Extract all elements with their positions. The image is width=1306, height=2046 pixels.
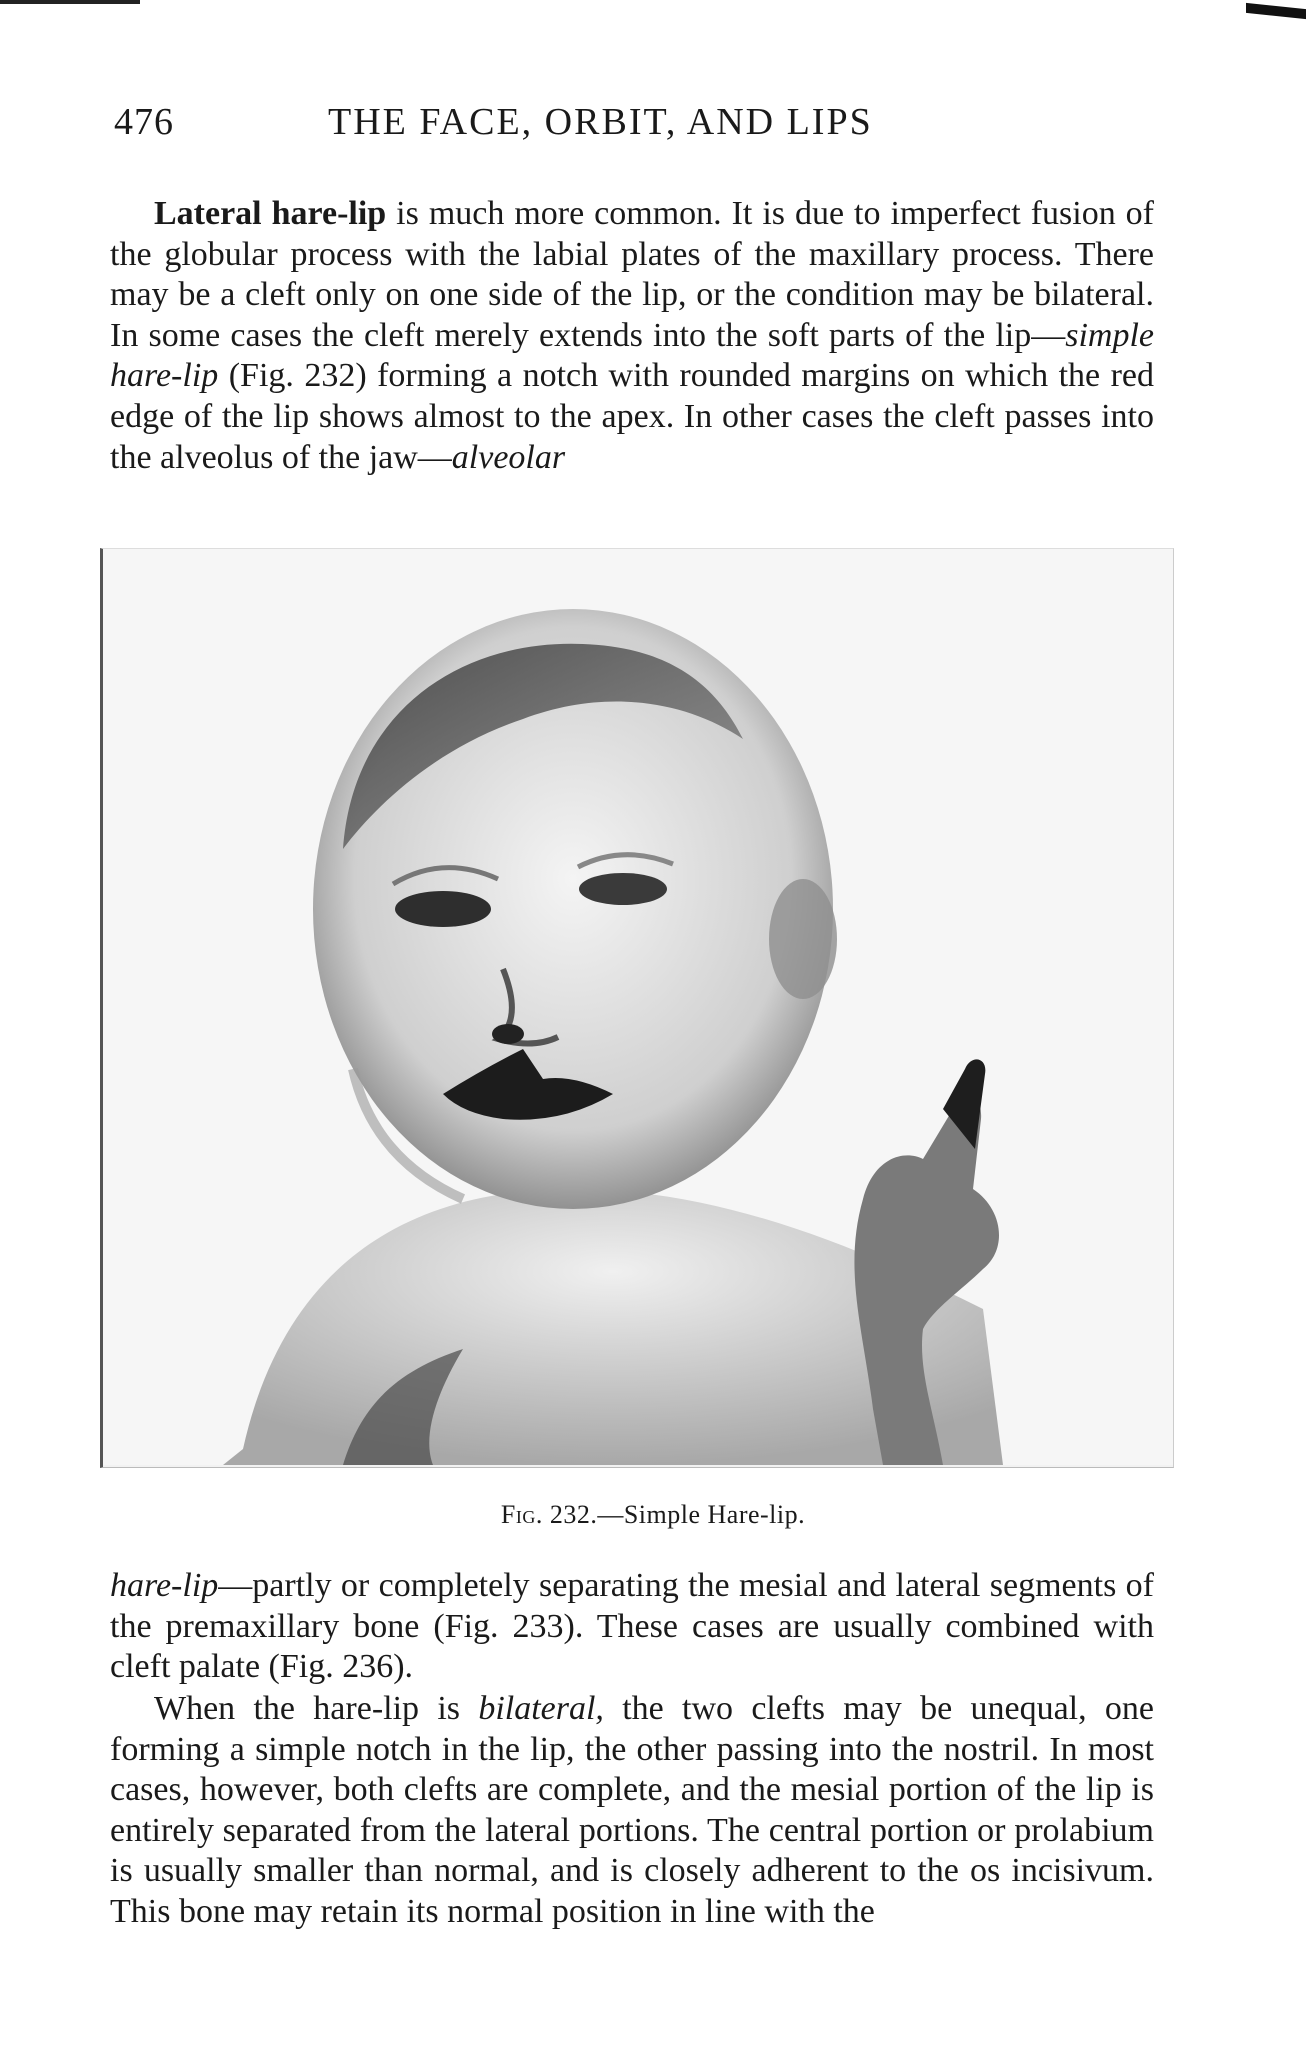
italic-term: bilateral, (478, 1690, 604, 1727)
paragraph-text: When the hare-lip is (154, 1690, 479, 1727)
paragraph-text: (Fig. 232) forming a notch with rounded margins on which the red edge of the lip shows almost to the apex. In other cases the cleft passes into the alveolus of the jaw— (110, 357, 1154, 476)
left-eye (395, 891, 491, 927)
figure-photograph (100, 548, 1174, 1468)
italic-term: alveolar (451, 438, 566, 476)
running-head: THE FACE, ORBIT, AND LIPS (328, 101, 873, 143)
caption-label: Fig. (500, 1500, 543, 1529)
paragraph-text: the two clefts may be unequal, one forming a simple notch in the lip, the other passing into the nostril. In most cases, however, both clefts are complete, and the mesial portion of the lip is entirely separated from the lateral portions. The central portion or prolabium is usually smaller than normal, and is closely adherent to the os incisivum. This bone may retain its normal position in line with the (110, 1690, 1155, 1930)
term-lateral-hare-lip: Lateral hare-lip (154, 195, 387, 232)
page-number: 476 (114, 101, 174, 143)
paragraph-bilateral (110, 1689, 1154, 1933)
page-header (114, 100, 1154, 150)
paragraph-alveolar-continuation (110, 1566, 1154, 1688)
scan-edge-mark (0, 0, 140, 4)
figure-caption (0, 1500, 1306, 1530)
paragraph-lateral-hare-lip (110, 194, 1154, 478)
scan-edge-mark (1246, 3, 1306, 19)
right-eye (579, 873, 667, 905)
paragraph-text: —partly or completely separating the mesial and lateral segments of the premaxillary bone (Fig. 233). These cases are usually combined with cleft palate (Fig. 236). (110, 1567, 1154, 1686)
caption-text: 232.—Simple Hare-lip. (542, 1500, 806, 1529)
paragraph-text: is much more common. It is due to imperfect fusion of the globular process with the labial plates of the maxillary process. There may be a cleft only on one side of the lip, or the condition may be bilateral. In some cases the cleft merely extends into the soft parts of the lip— (110, 195, 1154, 354)
italic-term: simple hare-lip (110, 316, 1154, 395)
infant-photo-illustration (103, 549, 1173, 1465)
italic-term: hare-lip (110, 1567, 219, 1604)
